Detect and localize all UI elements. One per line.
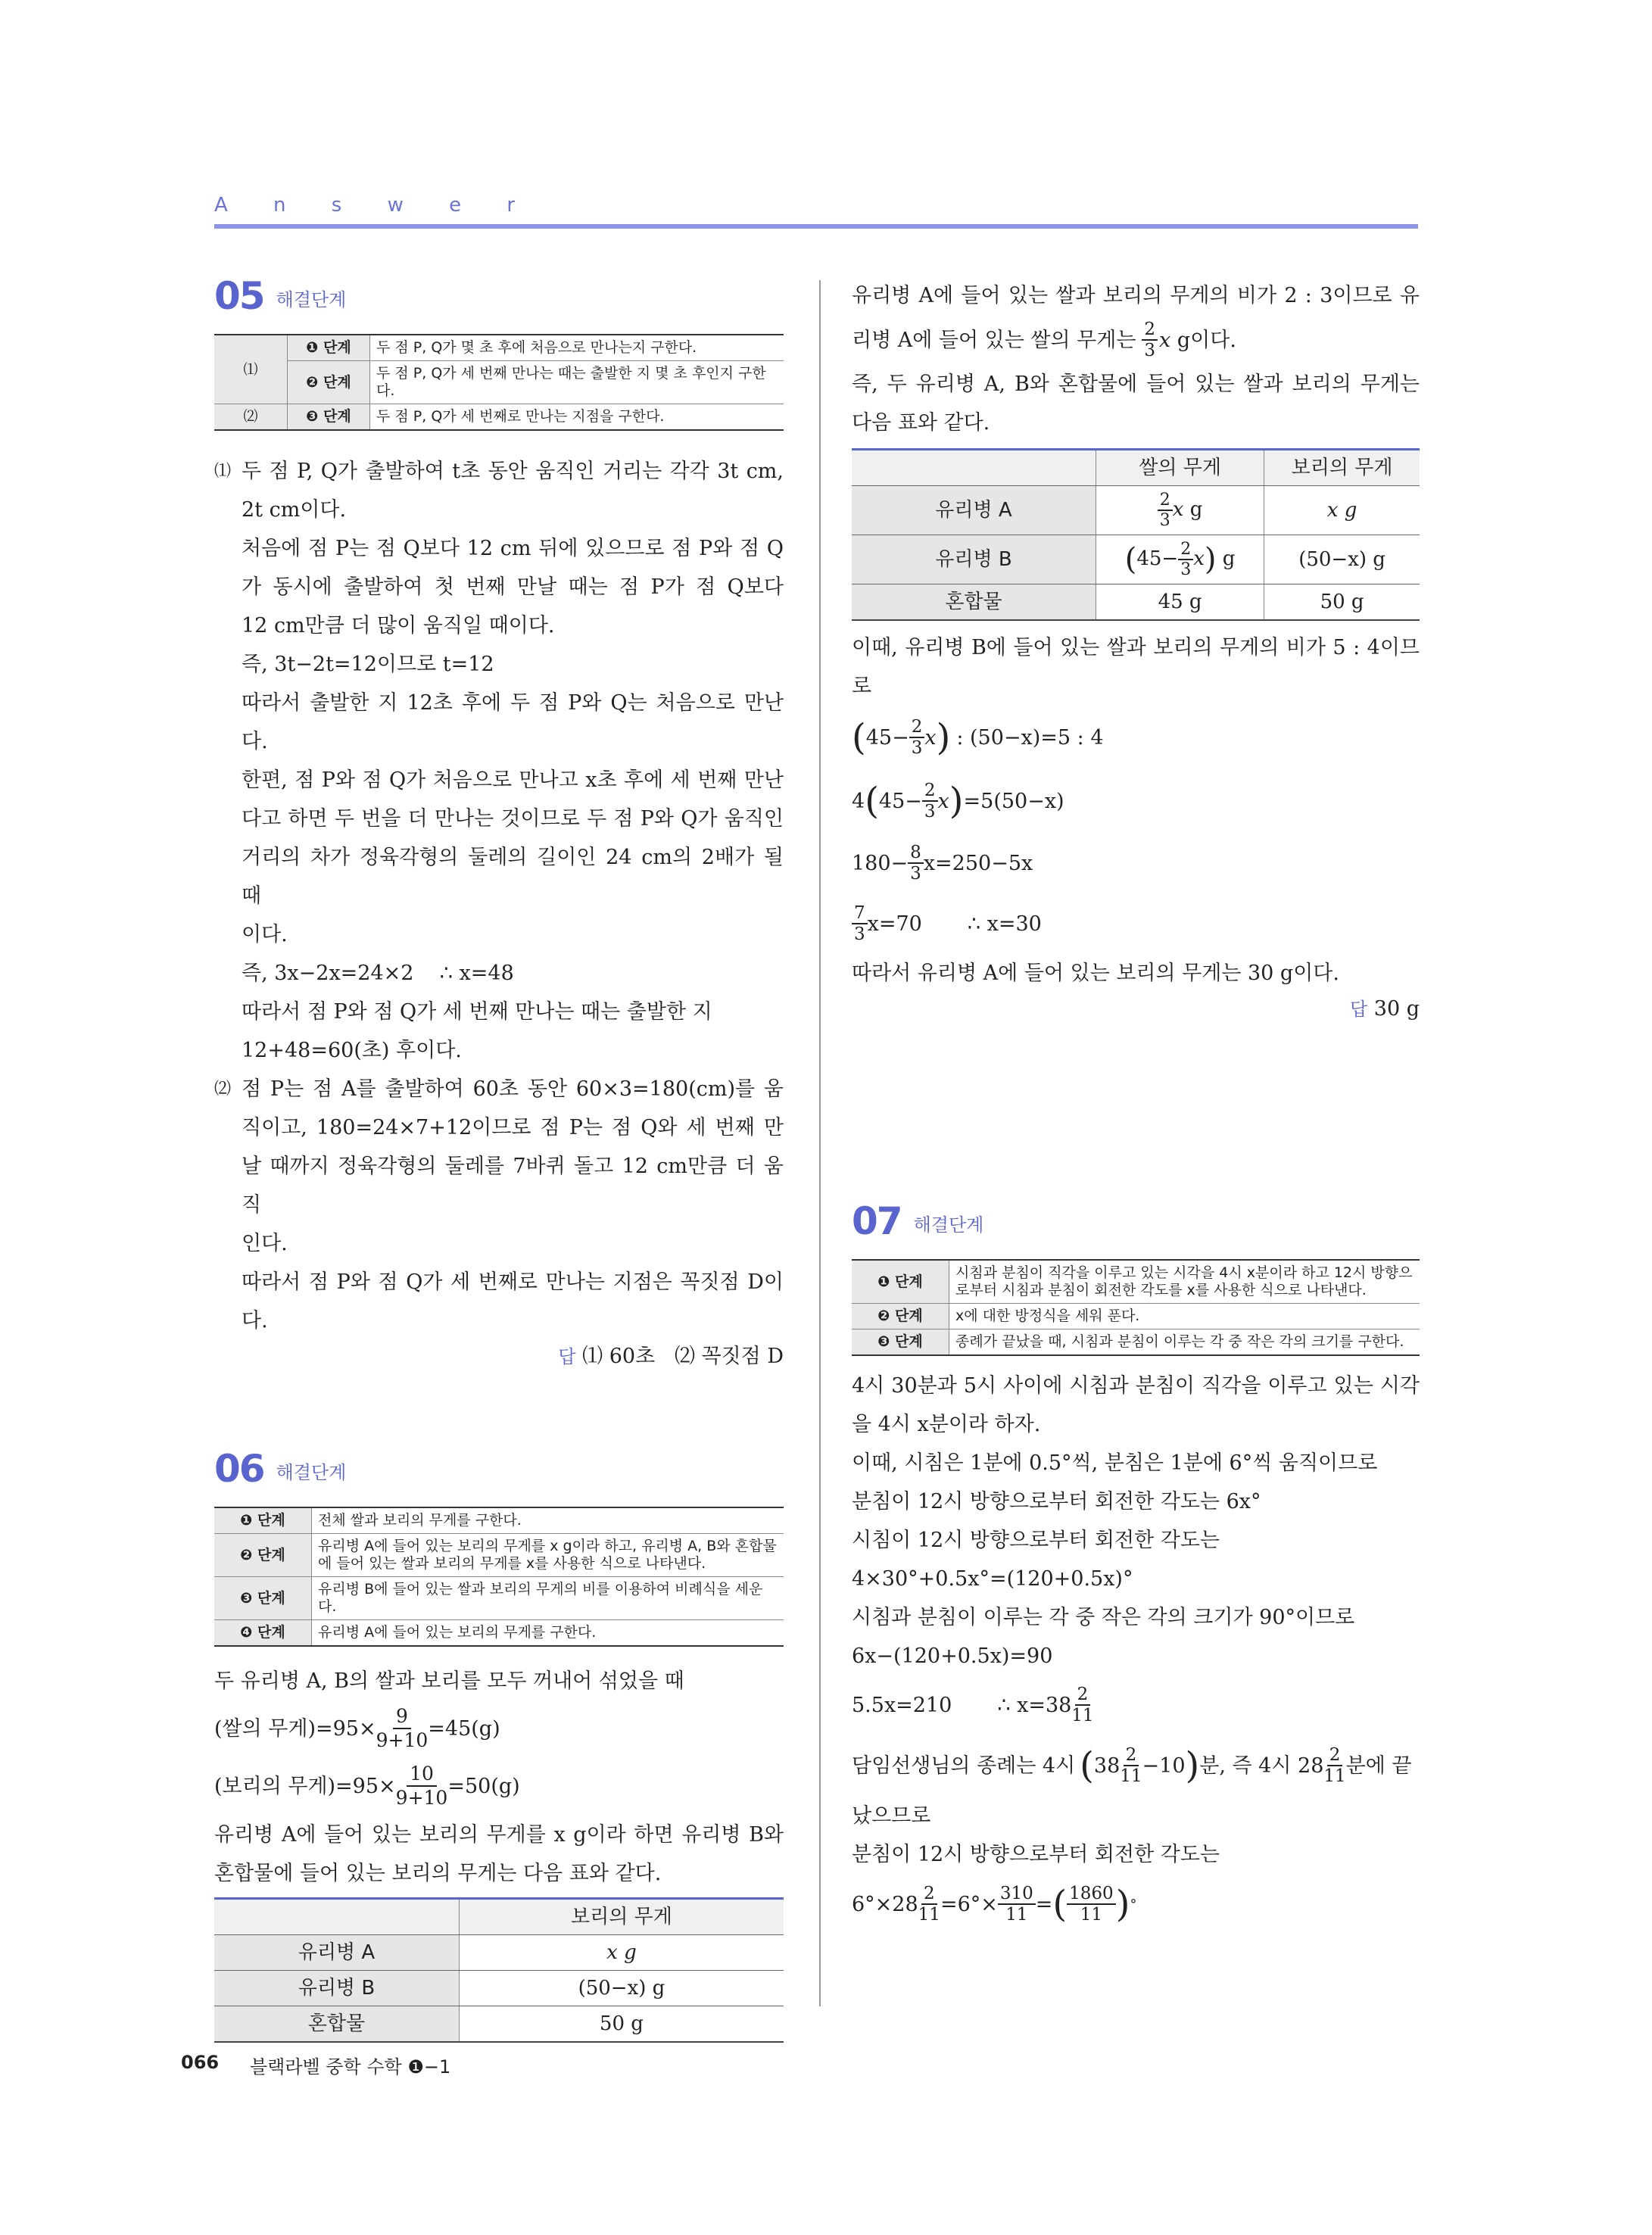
step-text: 두 점 P, Q가 몇 초 후에 처음으로 만나는지 구한다. [370,335,784,361]
eq-result: ∴ x=38 [997,1693,1072,1717]
step-label: ❶ 단계 [214,1507,312,1534]
text-line: 날 때까지 정육각형의 둘레를 7바퀴 돌고 12 cm만큼 더 움직 [242,1155,784,1217]
right-column [852,276,1420,1934]
equation-1: ( 45− 2 3 x ) : (50−x)=5 : 4 [852,715,1104,759]
step-text: 유리병 B에 들어 있는 쌀과 보리의 무게의 비를 이용하여 비례식을 세운다. [312,1577,784,1620]
step-label: ❶ 단계 [852,1260,949,1304]
text-line: 즉, 두 유리병 A, B와 혼합물에 들어 있는 쌀과 보리의 무게는 [852,372,1420,396]
solution-part-2 [214,1070,784,1340]
text-line: 을 4시 x분이라 하자. [852,1413,1041,1436]
section-title: 해결단계 [913,1214,984,1236]
table-row [852,1304,1420,1329]
eq-part: 6°×28 [852,1892,918,1916]
answer-label: 답 [1349,999,1368,1020]
cell-value: (50−x) g [1264,535,1420,584]
part-label: ⑵ [214,404,288,431]
fraction-two-thirds [1142,320,1158,360]
denominator: 9+10 [395,1787,448,1809]
text-line: 4×30°+0.5x°=(120+0.5x)° [852,1567,1133,1591]
denominator: 9+10 [376,1729,429,1751]
table-row [852,1329,1420,1356]
cell-value: (45− $\frac{2}{3}$ x) g [1096,535,1264,584]
text-line: 2t cm이다. [242,498,347,522]
text-line: 났으므로 [852,1804,931,1828]
step-label: ❷ 단계 [214,1534,312,1577]
fraction [396,1763,448,1810]
text-fragment: 이다. [1190,328,1236,352]
text-fragment: 분, 즉 4시 28 [1199,1753,1324,1778]
table-header-row [852,450,1420,486]
text-line: 따라서 유리병 A에 들어 있는 보리의 무게는 30 g이다. [852,962,1339,985]
row-header: 혼합물 [214,2006,459,2043]
header-rule [214,224,1418,229]
table-row [214,1620,784,1647]
fraction [376,1705,429,1752]
steps-table-07 [852,1259,1420,1356]
text-line: 시침이 12시 방향으로부터 회전한 각도는 [852,1529,1220,1552]
step-label: ❷ 단계 [288,361,370,404]
step-label: ❷ 단계 [852,1304,949,1329]
step-text: 두 점 P, Q가 세 번째 만나는 때는 출발한 지 몇 초 후인지 구한다. [370,361,784,404]
left-column [214,276,784,2043]
text-line: 유리병 A에 들어 있는 쌀과 보리의 무게의 비가 2 : 3이므로 유 [852,284,1420,307]
text-line: 6x−(120+0.5x)=90 [852,1644,1053,1668]
text-line: 따라서 점 P와 점 Q가 세 번째 만나는 때는 출발한 지 [242,1000,712,1024]
blank-header [214,1899,459,1935]
eq-head: 180− [852,851,909,875]
text-line: 12+48=60(초) 후이다. [242,1039,462,1062]
part-marker: ⑵ [214,1080,232,1099]
section-title: 해결단계 [276,1462,347,1483]
cell-value: x g [1264,486,1420,535]
table-row [852,535,1420,584]
step-text: 전체 쌀과 보리의 무게를 구한다. [312,1507,784,1534]
eq-part: = [1035,1892,1053,1916]
answer-value: 30 g [1373,997,1420,1021]
step-text: x에 대한 방정식을 세워 푼다. [949,1304,1420,1329]
eq-rhs: =45(g) [428,1716,500,1741]
table-row [214,361,784,404]
column-header: 보리의 무게 [1264,450,1420,486]
step-text: 두 점 P, Q가 세 번째로 만나는 지점을 구한다. [370,404,784,431]
equation-3: 180− $\frac{8}{3}$ x=250−5x [852,843,1033,884]
numerator: 10 [407,1763,437,1787]
text-fragment: 담임선생님의 종례는 4시 [852,1753,1076,1778]
numerator: 9 [393,1705,411,1729]
text-line: 점 P는 점 A를 출발하여 60초 동안 60×3=180(cm)를 움 [242,1077,784,1101]
rice-barley-table [852,448,1420,621]
text-line: 두 유리병 A, B의 쌀과 보리를 모두 꺼내어 섞었을 때 [214,1669,684,1693]
step-text: 종례가 끝났을 때, 시침과 분침이 이루는 각 중 작은 각의 크기를 구한다. [949,1329,1420,1356]
step-text: 유리병 A에 들어 있는 보리의 무게를 x g이라 하고, 유리병 A, B와 혼합물에 들어 있는 쌀과 보리의 무게를 x를 사용한 식으로 나타낸다. [312,1534,784,1577]
solution-part-1 [214,452,784,1070]
cell-value: (50−x) g [459,1971,784,2006]
eq-tail: =5(50−x) [963,789,1064,813]
cell-value: 50 g [1264,584,1420,621]
cell-value: 50 g [459,2006,784,2043]
answer-05 [214,1340,784,1373]
text-line: 처음에 점 P는 점 Q보다 12 cm 뒤에 있으므로 점 P와 점 Q [242,537,784,560]
section-number: 06 [214,1447,264,1491]
eq-tail: x=250−5x [923,851,1033,875]
text-line: 분침이 12시 방향으로부터 회전한 각도는 [852,1843,1220,1866]
equation: 6°×28 $\frac{2}{11}$ =6°× $\frac{310}{11}$ = ( 1860 11 ) ° [852,1882,1137,1925]
table-row [214,335,784,361]
steps-table-05 [214,334,784,431]
text-line: 인다. [242,1232,288,1255]
equation-4: 7 3 x=70 ∴ x=30 [852,893,1420,954]
text-line: 분침이 12시 방향으로부터 회전한 각도는 6x° [852,1490,1261,1513]
step-label: ❸ 단계 [288,404,370,431]
step-text: 유리병 A에 들어 있는 보리의 무게를 구한다. [312,1620,784,1647]
steps-table-06 [214,1507,784,1647]
eq-lhs: (보리의 무게)=95× [214,1774,396,1798]
table-row [214,1971,784,2006]
text-line: 거리의 차가 정육각형의 둘레의 길이인 24 cm의 2배가 될 때 [242,846,784,908]
eq-result: ∴ x=30 [967,912,1042,936]
table-row [214,1507,784,1534]
cell-value: $\frac{2}{3}$ x g [1096,486,1264,535]
book-title: 블랙라벨 중학 수학 ❶−1 [250,2056,451,2078]
text-line: 이때, 유리병 B에 들어 있는 쌀과 보리의 무게의 비가 5 : 4이므로 [852,636,1420,698]
section-05-heading [214,276,784,316]
text-line: 따라서 점 P와 점 Q가 세 번째로 만나는 지점은 꼭짓점 D이다. [242,1270,784,1333]
row-header: 유리병 B [852,535,1096,584]
text-line: 따라서 출발한 지 12초 후에 두 점 P와 Q는 처음으로 만난다. [242,691,784,753]
text-line: 가 동시에 출발하여 첫 번째 만날 때는 점 P가 점 Q보다 [242,575,784,599]
text-line: 이다. [242,923,288,946]
eq-part: =6°× [940,1892,998,1916]
barley-weight-equation [214,1757,784,1816]
part-label: ⑴ [214,335,288,404]
text-line: 12 cm만큼 더 많이 움직일 때이다. [242,614,555,637]
table-row [852,1260,1420,1304]
solution-05 [214,452,784,1340]
solution-07 [852,1367,1420,1934]
text-line: 즉, 3t−2t=12이므로 t=12 [242,653,494,676]
text-line: 혼합물에 들어 있는 보리의 무게는 다음 표와 같다. [214,1862,662,1885]
text-fragment: x g [1159,328,1191,352]
cell-value: 45 g [1096,584,1264,621]
text-line: 즉, 3x−2x=24×2 ∴ x=48 [242,962,514,985]
table-row [852,584,1420,621]
text-line: 담임선생님의 종례는 4시 ( 38 2 11 −10 ) 분, 즉 4시 28 2 11 분에 끝 [852,1744,1412,1787]
step-label: ❶ 단계 [288,335,370,361]
step-label: ❸ 단계 [852,1329,949,1356]
part-marker: ⑴ [214,462,232,481]
answer-06 [852,993,1420,1026]
row-header: 유리병 A [852,486,1096,535]
eq-part: 5.5x=210 [852,1693,952,1717]
answer-value: ⑴ 60초 ⑵ 꼭짓점 D [582,1345,784,1368]
answer-label: 답 [558,1346,576,1367]
rice-weight-equation [214,1700,784,1757]
equation: 5.5x=210 ∴ x=38 2 11 [852,1685,1094,1725]
denominator: 3 [1144,341,1156,360]
page-number: 066 [181,2052,220,2073]
row-header: 혼합물 [852,584,1096,621]
table-row [214,404,784,431]
table-row [214,2006,784,2043]
blank-header [852,450,1096,486]
table-row [852,486,1420,535]
step-text: 시침과 분침이 직각을 이루고 있는 시각을 4시 x분이라 하고 12시 방향으로부터 시침과 분침이 회전한 각도를 x를 사용한 식으로 나타낸다. [949,1260,1420,1304]
table-header-row [214,1899,784,1935]
text-line: 다고 하면 두 번을 더 만나는 것이므로 두 점 P와 Q가 움직인 [242,807,784,831]
section-title: 해결단계 [276,289,347,310]
answer-header: A n s w e r [214,194,535,217]
text-line: 한편, 점 P와 점 Q가 처음으로 만나고 x초 후에 세 번째 만난 [242,768,784,792]
text-fragment: 분에 끝 [1345,1753,1412,1778]
text-line: 시침과 분침이 이루는 각 중 작은 각의 크기가 90°이므로 [852,1606,1355,1629]
column-header: 보리의 무게 [459,1899,784,1935]
eq-tail: x=70 [867,912,922,936]
column-divider [819,280,821,2006]
section-07-heading [852,1199,1420,1243]
row-header: 유리병 A [214,1935,459,1971]
table-row [214,1935,784,1971]
section-06-heading [214,1447,784,1491]
text-line: 이때, 시침은 1분에 0.5°씩, 분침은 1분에 6°씩 움직이므로 [852,1451,1378,1475]
text-line: 직이고, 180=24×7+12이므로 점 P는 점 Q와 세 번째 만 [242,1116,784,1139]
solution-06-equations [852,628,1420,993]
section-number: 07 [852,1199,902,1243]
text-line: 다음 표와 같다. [852,411,990,435]
text-line: 유리병 A에 들어 있는 보리의 무게를 x g이라 하면 유리병 B와 [214,1823,784,1847]
column-header: 쌀의 무게 [1096,450,1264,486]
cell-value: x g [459,1935,784,1971]
table-row [214,1534,784,1577]
text-fragment: 리병 A에 들어 있는 쌀의 무게는 [852,328,1136,352]
eq-tail: : (50−x)=5 : 4 [956,725,1104,750]
text-line [852,315,1420,365]
section-number: 05 [214,274,264,318]
eq-lhs: (쌀의 무게)=95× [214,1716,376,1741]
text-line: 4시 30분과 5시 사이에 시침과 분침이 직각을 이루고 있는 시각 [852,1374,1420,1398]
barley-table [214,1897,784,2043]
eq-rhs: =50(g) [447,1774,520,1798]
solution-06-left [214,1662,784,1893]
row-header: 유리병 B [214,1971,459,2006]
solution-06-right [852,276,1420,442]
step-label: ❸ 단계 [214,1577,312,1620]
equation-2: 4 ( 45− 2 3 x ) =5(50−x) [852,779,1064,822]
step-label: ❹ 단계 [214,1620,312,1647]
numerator: 2 [1142,320,1158,341]
text-line: 두 점 P, Q가 출발하여 t초 동안 움직인 거리는 각각 3t cm, [242,460,784,483]
table-row [214,1577,784,1620]
